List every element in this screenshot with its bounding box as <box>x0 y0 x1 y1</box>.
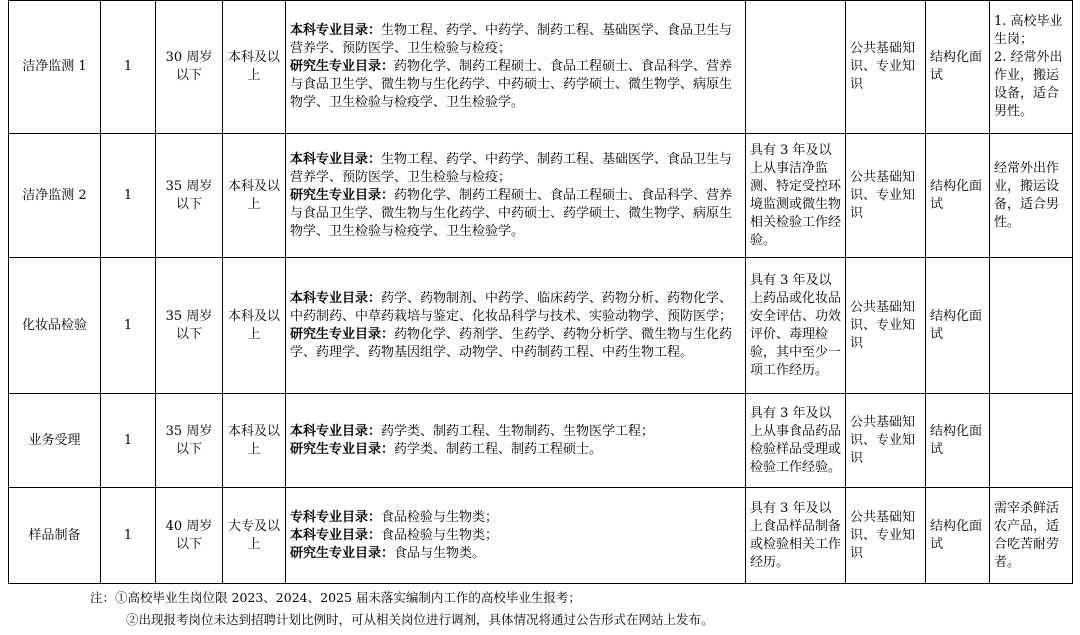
major-list: 生物工程、药学、中药学、制药工程、基础医学、食品卫生与营养学、预防医学、卫生检验与检疫； <box>290 23 733 56</box>
position-name: 业务受理 <box>9 394 101 488</box>
position-name: 洁净监测 1 <box>9 1 101 134</box>
education-level: 本科及以上 <box>223 258 286 394</box>
position-name: 样品制备 <box>9 488 101 584</box>
exam-subjects: 公共基础知识、专业知识 <box>846 1 926 134</box>
major-category-label: 本科专业目录： <box>290 23 382 38</box>
table-row <box>9 1 1073 134</box>
footnotes <box>90 587 714 631</box>
major-list: 药物化学、药剂学、生药学、药物分析学、微生物与生化药学、药理学、药物基因组学、动物学、中药制药工程、中药生物工程。 <box>290 326 733 360</box>
major-list: 食品检验与生物类； <box>381 509 499 525</box>
experience-requirement: 具有 3 年及以上从事洁净监测、特定受控环境监测或微生物相关检验工作经验。 <box>746 134 846 258</box>
experience-requirement: 具有 3 年及以上药品或化妆品安全评估、功效评价、毒理检验，其中至少一项工作经历。 <box>746 258 846 394</box>
education-level: 本科及以上 <box>223 394 286 488</box>
major-line <box>290 22 741 58</box>
age-limit: 35 周岁以下 <box>156 134 223 258</box>
headcount: 1 <box>101 394 156 488</box>
major-line <box>290 187 741 241</box>
major-list: 药学类、制药工程、制药工程硕士。 <box>394 441 603 457</box>
major-line <box>290 441 741 459</box>
footnote-2-text: ②出现报考岗位未达到招聘计划比例时，可从相关岗位进行调剂，具体情况将通过公告形式在网站上发布。 <box>126 612 714 627</box>
age-limit: 35 周岁以下 <box>156 394 223 488</box>
interview-type: 结构化面试 <box>926 394 990 488</box>
remarks: 1. 高校毕业生岗； 2. 经常外出作业，搬运设备，适合男性。 <box>990 1 1073 134</box>
major-line <box>290 509 741 527</box>
footnote-prefix: 注： <box>90 590 116 605</box>
age-limit: 40 周岁以下 <box>156 488 223 584</box>
education-level: 大专及以上 <box>223 488 286 584</box>
headcount: 1 <box>101 488 156 584</box>
interview-type: 结构化面试 <box>926 488 990 584</box>
age-limit: 35 周岁以下 <box>156 258 223 394</box>
major-category-label: 研究生专业目录： <box>290 545 395 561</box>
major-line <box>290 326 741 362</box>
remarks: 经常外出作业，搬运设备，适合男性。 <box>990 134 1073 258</box>
remarks <box>990 258 1073 394</box>
major-category-label: 研究生专业目录： <box>290 59 395 74</box>
major-line <box>290 527 741 545</box>
position-name: 洁净监测 2 <box>9 134 101 258</box>
interview-type: 结构化面试 <box>926 134 990 258</box>
headcount: 1 <box>101 1 156 134</box>
footnote-1 <box>90 587 714 609</box>
major-list: 药学、药物制剂、中药学、临床药学、药物分析、药物化学、中药制药、中草药栽培与鉴定、化妆品科学与技术、实验动物学、预防医学； <box>290 290 733 324</box>
experience-requirement: 具有 3 年及以上从事食品药品检验样品受理或检验工作经验。 <box>746 394 846 488</box>
remarks <box>990 394 1073 488</box>
interview-type: 结构化面试 <box>926 1 990 134</box>
major-list: 药物化学、制药工程硕士、食品工程硕士、食品科学、营养与食品卫生学、微生物与生化药学、中药硕士、药学硕士、微生物学、病原生物学、卫生检验与检疫学、卫生检验学。 <box>290 187 733 239</box>
age-limit: 30 周岁以下 <box>156 1 223 134</box>
exam-subjects: 公共基础知识、专业知识 <box>846 134 926 258</box>
major-requirements <box>286 258 746 394</box>
experience-requirement <box>746 1 846 134</box>
exam-subjects: 公共基础知识、专业知识 <box>846 258 926 394</box>
exam-subjects: 公共基础知识、专业知识 <box>846 394 926 488</box>
major-list: 食品检验与生物类； <box>381 527 499 543</box>
major-category-label: 本科专业目录： <box>290 290 382 306</box>
major-requirements <box>286 134 746 258</box>
table-row <box>9 394 1073 488</box>
position-name: 化妆品检验 <box>9 258 101 394</box>
major-category-label: 专科专业目录： <box>290 509 382 525</box>
interview-type: 结构化面试 <box>926 258 990 394</box>
major-category-label: 本科专业目录： <box>290 527 382 543</box>
table-row <box>9 488 1073 584</box>
headcount: 1 <box>101 134 156 258</box>
major-list: 药物化学、制药工程硕士、食品工程硕士、食品科学、营养与食品卫生学、微生物与生化药学、中药硕士、药学硕士、微生物学、病原生物学、卫生检验与检疫学、卫生检验学。 <box>290 59 733 110</box>
headcount: 1 <box>101 258 156 394</box>
education-level: 本科及以上 <box>223 134 286 258</box>
major-line <box>290 290 741 326</box>
major-category-label: 研究生专业目录： <box>290 187 395 203</box>
major-line <box>290 151 741 187</box>
major-list: 药学类、制药工程、生物制药、生物医学工程； <box>381 423 655 439</box>
major-requirements <box>286 394 746 488</box>
major-list: 生物工程、药学、中药学、制药工程、基础医学、食品卫生与营养学、预防医学、卫生检验与检疫； <box>290 151 733 185</box>
major-line <box>290 58 741 112</box>
education-level: 本科及以上 <box>223 1 286 134</box>
recruitment-table <box>8 0 1073 584</box>
remarks: 需宰杀鲜活农产品，适合吃苦耐劳者。 <box>990 488 1073 584</box>
table-row <box>9 258 1073 394</box>
major-category-label: 本科专业目录： <box>290 423 382 439</box>
major-requirements <box>286 488 746 584</box>
major-requirements <box>286 1 746 134</box>
footnote-1-text: ①高校毕业生岗位限 2023、2024、2025 届未落实编制内工作的高校毕业生报考； <box>115 590 581 605</box>
table-row <box>9 134 1073 258</box>
major-line <box>290 545 741 563</box>
exam-subjects: 公共基础知识、专业知识 <box>846 488 926 584</box>
experience-requirement: 具有 3 年及以上食品样品制备或检验相关工作经历。 <box>746 488 846 584</box>
footnote-2 <box>90 609 714 631</box>
major-list: 食品与生物类。 <box>394 545 486 561</box>
major-category-label: 研究生专业目录： <box>290 326 395 342</box>
major-category-label: 研究生专业目录： <box>290 441 395 457</box>
major-category-label: 本科专业目录： <box>290 151 382 167</box>
major-line <box>290 423 741 441</box>
